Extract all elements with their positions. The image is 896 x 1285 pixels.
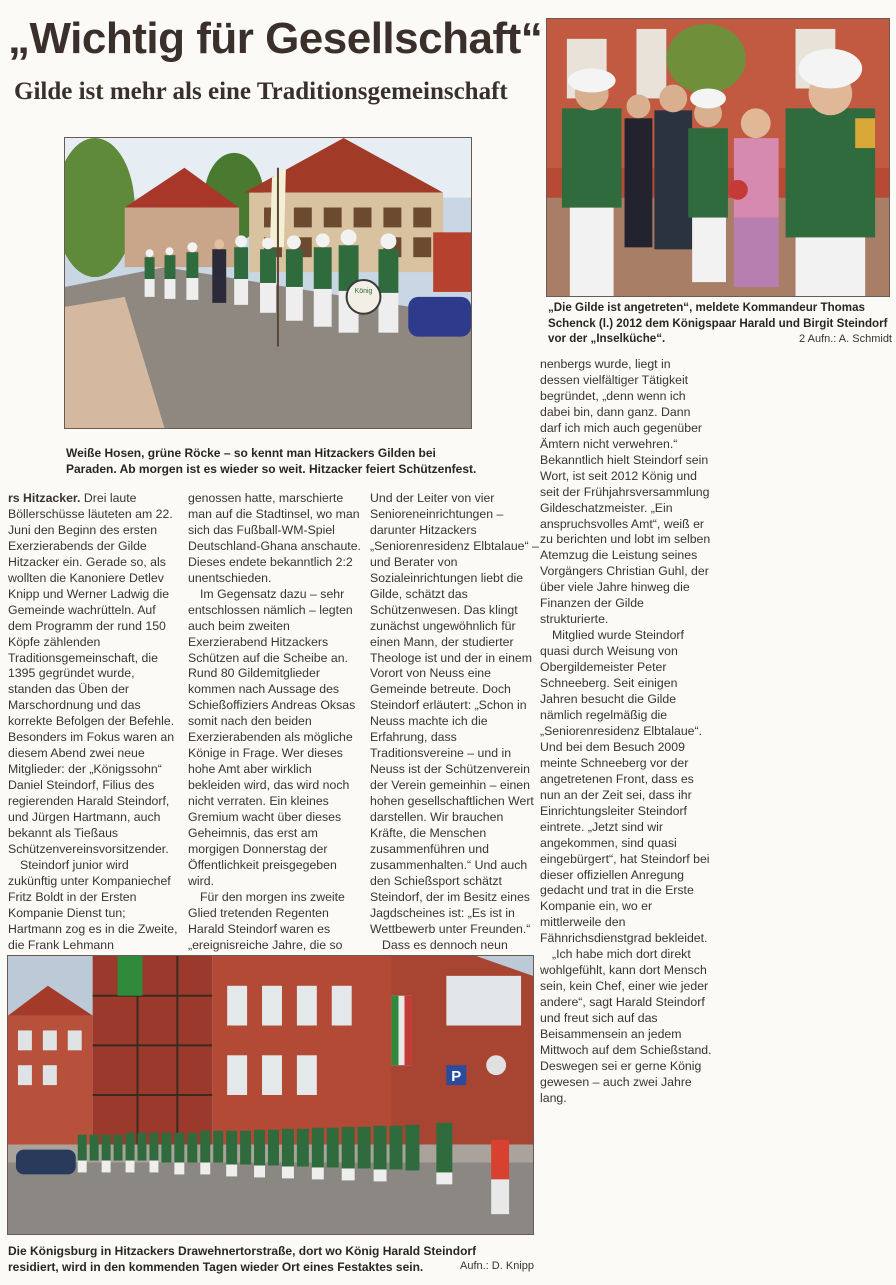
article-dateline: rs Hitzacker. <box>8 491 81 505</box>
subheadline: Gilde ist mehr als eine Traditionsgemeinschaft <box>14 78 508 105</box>
headline: „Wichtig für Gesellschaft“ <box>8 14 543 63</box>
royal-couple-caption: „Die Gilde ist angetreten“, meldete Kommandeur Thomas Schenck (l.) 2012 dem Königspaar Harald und Birgit Steindorf vor der „Inselküche“. <box>548 301 888 345</box>
article-paragraph: rs Hitzacker. Drei laute Böllerschüsse läuteten am 22. Juni den Beginn des ersten Exerzierabends der Gilde Hitzacker ein. Gerade so, als wollten die Kanoniere Detlev Knipp und Werner Ladwig die Gemeinde wachrütteln. Auf dem Programm der rund 150 Köpfe zählenden Traditionsgemeinschaft, die 1395 gegründet wurde, standen das Üben der Marschordnung und das korrekte Befolgen der Befehle. Besonders im Fokus waren an diesem Abend zwei neue Mitglieder: der „Königssohn“ Daniel Steindorf, Filius des regierenden Harald Steindorf, und Jürgen Hartmann, auch bekannt als Tießaus Schützenvereinsvorsitzender. <box>8 491 175 856</box>
article-paragraph: Dass es dennoch neun <box>382 937 508 952</box>
article-column-3 <box>370 491 540 1002</box>
article-column-1 <box>8 491 180 1002</box>
street-caption: Die Königsburg in Hitzackers Drawehnertorstraße, dort wo König Harald Steindorf residiert, wird in den kommenden Tagen wieder Ort eines Festaktes sein. <box>8 1244 477 1274</box>
parking-sign-text: P <box>451 1069 462 1086</box>
article-paragraph: Im Gegensatz dazu – sehr entschlossen nämlich – legten auch beim zweiten Exerzierabend Hitzackers Schützen auf die Scheibe an. Rund 80 Gildemitglieder kommen nach Aussage des Schießoffiziers Andreas Oksas somit nach den beiden Exerzierabenden als mögliche Könige in Frage. Wer dieses hohe Amt aber wirklich bekleiden wird, das wird noch nicht verraten. Ein kleines Gremium wacht über dieses Geheimnis, das erst am morgigen Donnerstag der Öffentlichkeit preisgegeben wird. <box>188 586 356 888</box>
article-paragraph: Steindorf junior wird zukünftig unter Kompaniechef Fritz Boldt in der Ersten Kompanie Dienst tun; Hartmann zog es in die Zweite, die Frank Lehmann <box>8 857 178 952</box>
parade-photo <box>64 137 472 429</box>
street-photo <box>7 955 534 1235</box>
article-paragraph: nenbergs wurde, liegt in dessen vielfältiger Tätigkeit begründet, „denn wenn ich dabei bin, dann ganz. Dann darf ich mich auch gegenüber Ämtern nicht verwehren.“ Bekanntlich hielt Steindorf sein Wort, ist seit 2012 König und seit der Frühjahrsversammlung Gildeschatzmeister. „Ein anspruchsvolles Amt“, weiß er zu berichten und lobt im selben Atemzug die Leistung seines Vorgängers Christian Guhl, der über viele Jahre hinweg die Finanzen der Gilde strukturierte. <box>540 357 711 627</box>
article-paragraph: Und der Leiter von vier Senioreneinrichtungen – darunter Hitzackers „Seniorenresidenz Elbtalaue“ – und Berater von Sozialeinrichtungen liebt die Gilde, schätzt das Schützenwesen. Das klingt zunächst ungewöhnlich für einen Mann, der studierter Theologe ist und der in einem Vorort von Neuss eine Gemeinde betreute. Doch Steindorf erläutert: „Schon in Neuss machte ich die Erfahrung, dass Traditionsvereine – und in Neuss ist der Schützenverein der Verein gemeinhin – einen hohen gesellschaftlichen Wert darstellen. Wir brauchen Kräfte, die Menschen zusammenführen und zusammenhalten.“ Und auch den Schießsport schätzt Steindorf, der im Besitz eines Jagdscheines ist: „Es ist in Wettbewerb unter Freunden.“ <box>370 491 539 936</box>
article-paragraph: Für den morgen ins zweite Glied tretenden Regenten Harald Steindorf waren es „ereignisreiche Jahre, die so <box>188 889 345 952</box>
article-paragraph: Mitglied wurde Steindorf quasi durch Weisung von Obergildemeister Peter Schneeberg. Seit einigen Jahren besucht die Gilde nämlich regelmäßig die „Seniorenresidenz Elbtalaue“. Und bei dem Besuch 2009 meinte Schneeberg vor der angetretenen Front, dass es nun an der Zeit sei, dass ihr Einrichtungsleiter Steindorf eintrete. „Jetzt sind wir angekommen, sind quasi eingebürgert“, hat Steindorf bei dieser offiziellen Anregung gedacht und trat in die Erste Kompanie ein, wo er mittlerweile den Fähnrichsdienstgrad bekleidet. <box>540 628 710 946</box>
street-credit: Aufn.: D. Knipp <box>460 1260 534 1272</box>
parade-caption: Weiße Hosen, grüne Röcke – so kennt man Hitzackers Gilden bei Paraden. Ab morgen ist es wieder so weit. Hitzacker feiert Schützenfest. <box>66 446 477 476</box>
article-paragraph: genossen hatte, marschierte man auf die Stadtinsel, wo man sich das Fußball-WM-Spiel Deutschland-Ghana anschaute. Dieses endete bekanntlich 2:2 unentschieden. <box>188 491 361 585</box>
parade-sign-text: König <box>354 287 373 295</box>
royal-couple-credit: 2 Aufn.: A. Schmidt <box>799 333 892 345</box>
article-paragraph: „Ich habe mich dort direkt wohlgefühlt, kann dort Mensch sein, kein Chef, einer wie jeder andere“, sagt Harald Steindorf und freut sich auf das Beisammensein an jedem Mittwoch auf dem Schießstand. Deswegen sei er gerne König gewesen – auch zwei Jahre lang. <box>540 947 712 1105</box>
article-column-2 <box>188 491 363 1002</box>
royal-couple-photo <box>546 18 890 297</box>
article-column-4 <box>540 357 712 1107</box>
